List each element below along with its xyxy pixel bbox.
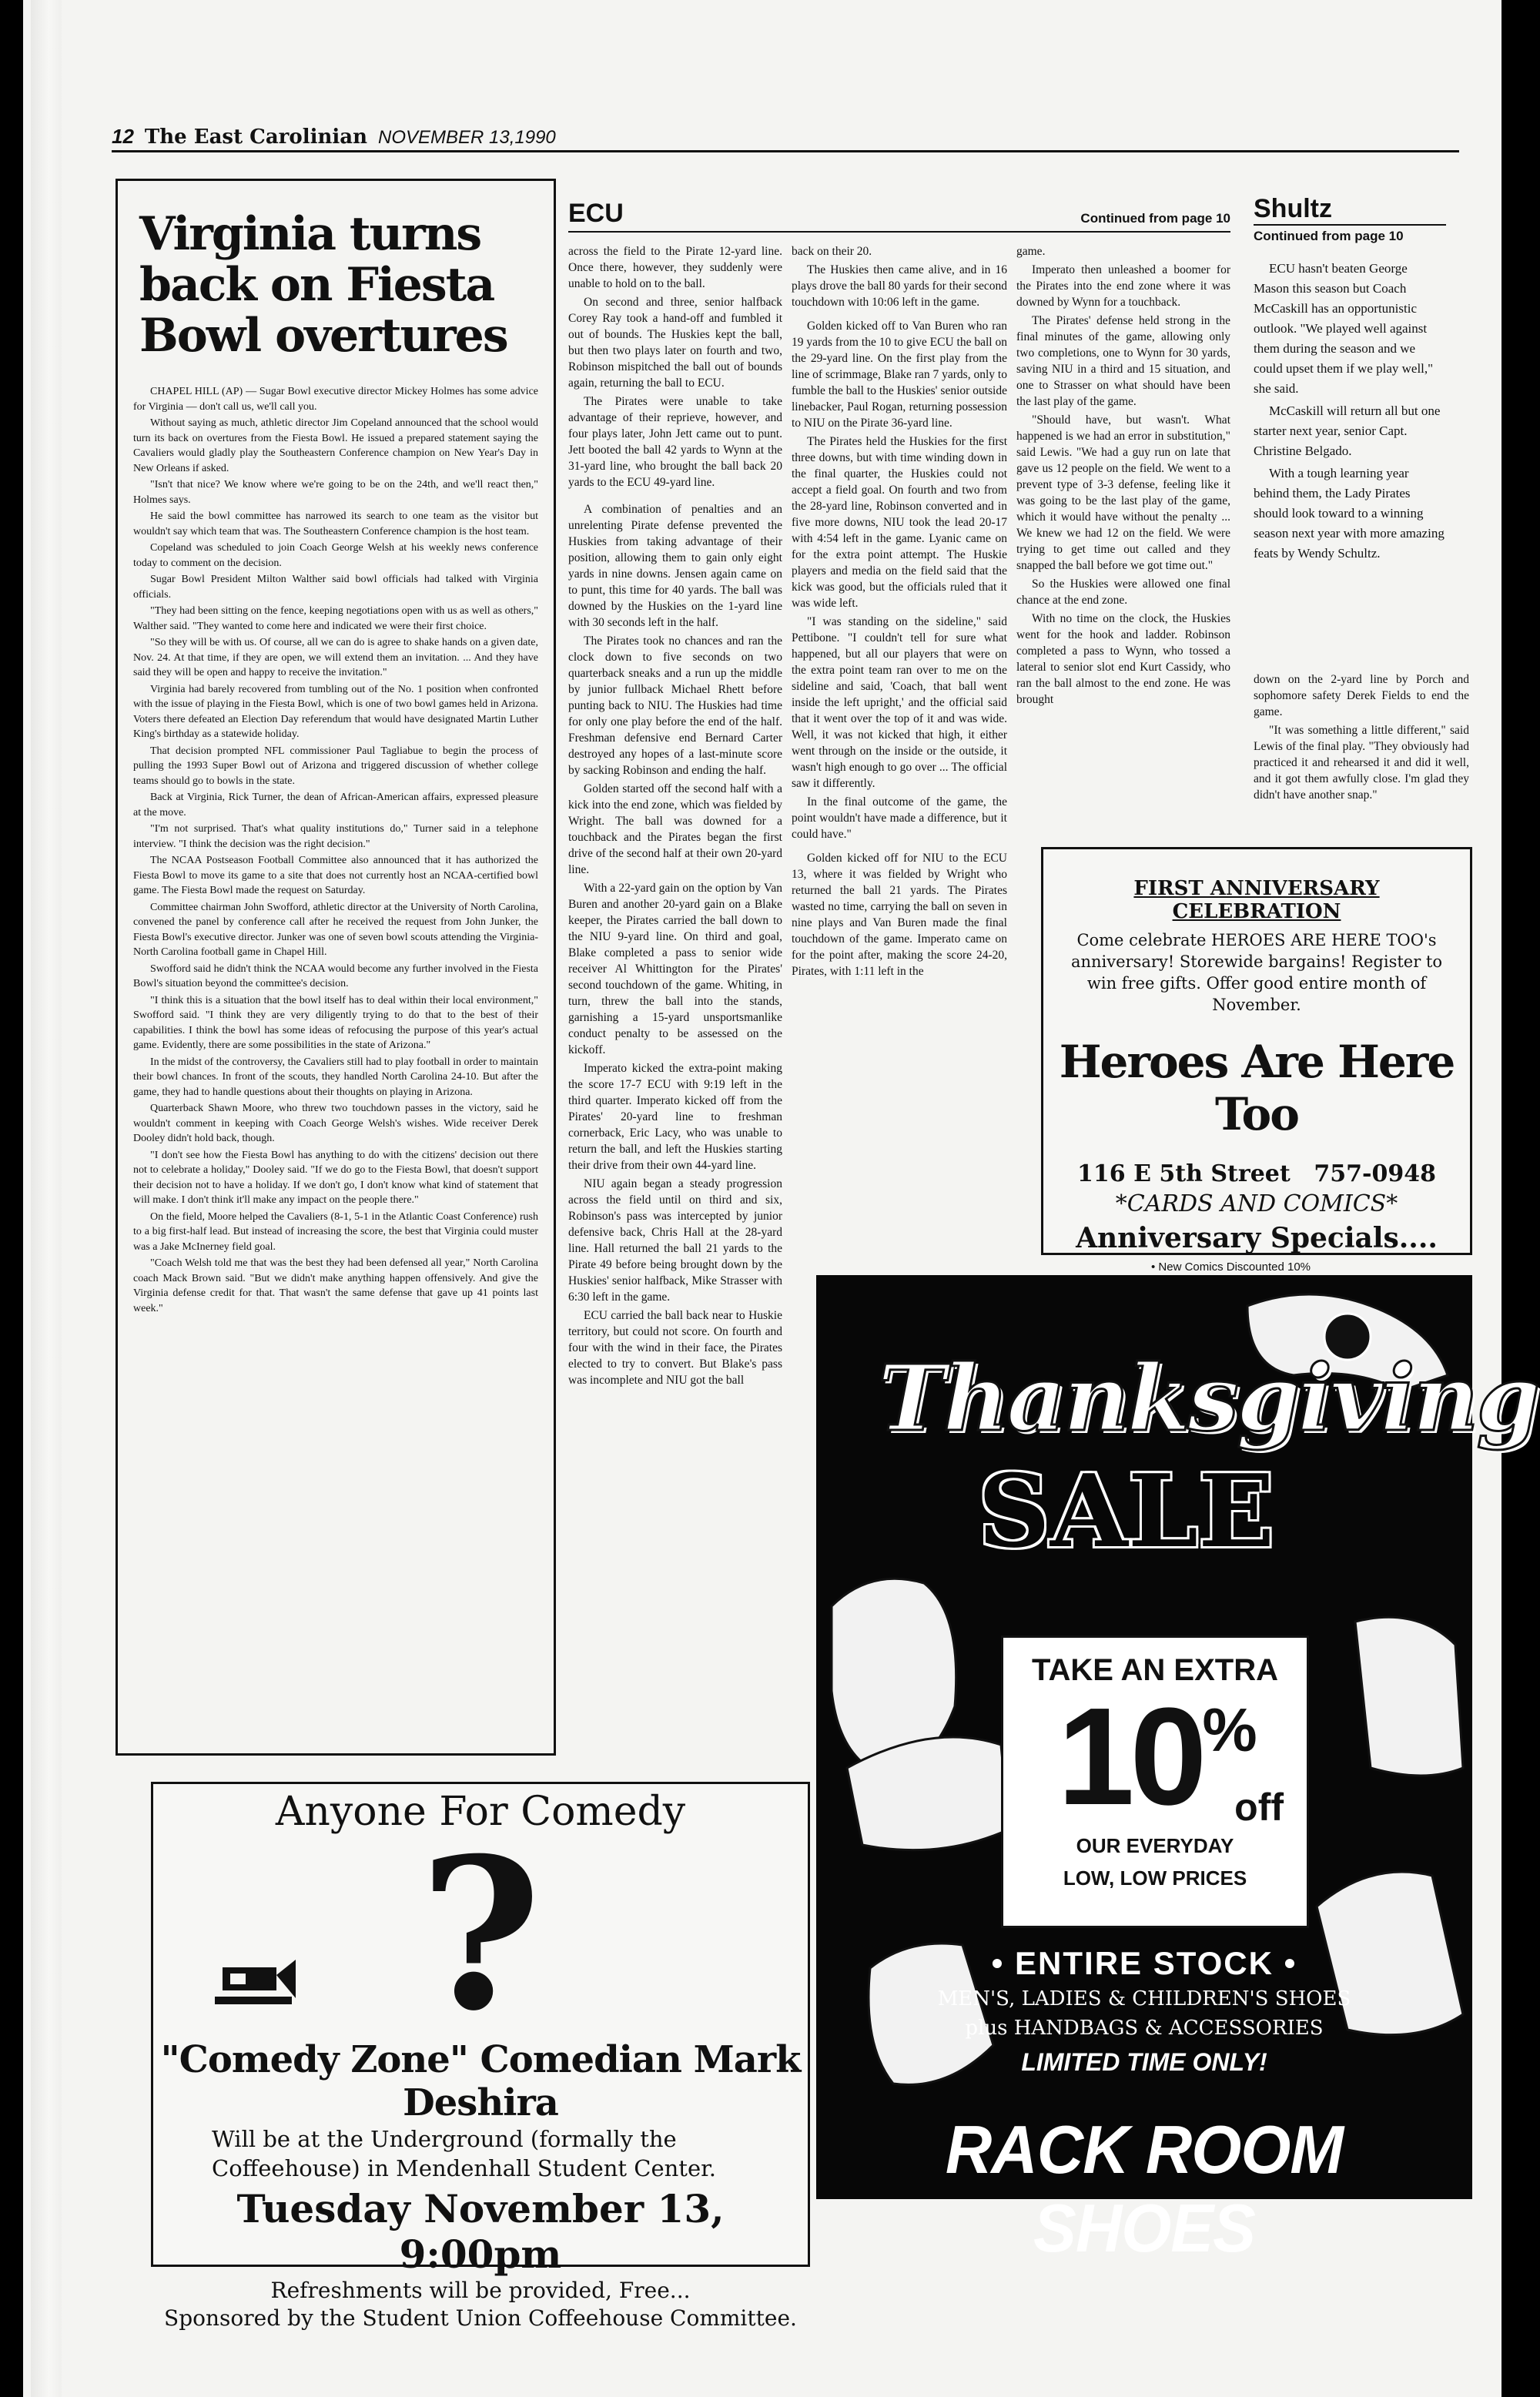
shultz-header — [1254, 194, 1446, 244]
paragraph: back on their 20. — [792, 245, 872, 258]
shultz-continued-line: Continued from page 10 — [1254, 229, 1404, 243]
paragraph: In the midst of the controversy, the Cavaliers still had to play football in order to maintain their bowl chances. In front of the scouts, they handled North Carolina 24-10. But after the game, they had to handle questions about their thoughts on playing in Arizona. — [133, 1056, 538, 1098]
heroes-ad — [1041, 847, 1472, 1274]
hightop-illustration — [1355, 1617, 1463, 1776]
paragraph: With a tough learning year behind them, the Lady Pirates should look toward to a winning season next year with more amazing feats by Wendy Schultz. — [1254, 466, 1445, 561]
comedy-ad — [151, 1782, 810, 2331]
comedy-refreshments: Refreshments will be provided, Free... — [270, 2278, 691, 2303]
fiesta-headline: Virginia turns back on Fiesta Bowl overtures — [139, 207, 507, 363]
comedy-date-time: Tuesday November 13, 9:00pm — [236, 2186, 725, 2277]
paragraph: Committee chairman John Swofford, athletic director at the University of North Carolina, convened the panel by conference call after he received the request from John Junker, the Fiesta Bowl's executive director. Junker was one of seven bowl scouts attending the Virginia-North Carolina football game in Chapel Hill. — [133, 901, 538, 958]
accessories-line: plus HANDBAGS & ACCESSORIES — [965, 2017, 1324, 2040]
paragraph: "So they will be with us. Of course, all we can do is agree to shake hands on a given date, Nov. 24. At that time, if they are open, we will extend them an invitation. ... And they have said they will be open and happy to receive the invitation." — [133, 637, 538, 678]
heroes-ad-heading: FIRST ANNIVERSARY CELEBRATION — [1133, 877, 1380, 923]
paragraph: He said the bowl committee has narrowed its search to one team as the visitor but wouldn't say which team that was. The Southeastern Conference champion is the host team. — [133, 511, 538, 537]
ecu-column-4 — [1254, 671, 1469, 841]
store-name: RACK ROOM SHOES — [945, 2111, 1344, 2266]
paragraph: NIU again began a steady progression across the field until on third and six, Robinson's pass was intercepted by junior defensive back, Chris Hall at the 28-yard line. Hall returned the ball 21 yards to the Pirate 49 before being brought down by the Huskies' senior halfback, Mike Strasser with 6:30 left in the game. — [568, 1177, 782, 1304]
heroes-logo: Heroes Are Here Too — [1059, 1036, 1455, 1140]
comedy-heading: Anyone For Comedy — [275, 1789, 686, 1835]
heroes-tagline: *CARDS AND COMICS* — [1115, 1190, 1398, 1217]
student-union-logo-icon — [215, 1952, 300, 2014]
paragraph: The Pirates were unable to take advantage of their reprieve, however, and four plays later, John Jett came out to punt. Jett booted the ball 42 yards to Wynn at the 31-yard line, who brought the ball back 20 yards to the ECU 49-yard line. — [568, 395, 782, 489]
sale-title: SALE — [978, 1452, 1275, 1570]
paragraph: Imperato kicked the extra-point making the score 17-7 ECU with 9:19 left in the third quarter. Imperato kicked off from the Pirates' 20-yard line to freshman cornerback, Eric Lacy, who was unable to return the ball, and left the Huskies starting their drive from their own 44-yard line. — [568, 1062, 782, 1172]
fiesta-body — [133, 384, 538, 1316]
entire-stock: • ENTIRE STOCK • — [991, 1945, 1297, 1981]
heroes-address: 116 E 5th Street — [1077, 1160, 1291, 1187]
paragraph: Imperato then unleashed a boomer for the Pirates into the end zone where it was downed by Wynn for a touchback. — [1016, 263, 1230, 309]
question-mark: ? — [419, 1812, 542, 2057]
paragraph: In the final outcome of the game, the point wouldn't have made a difference, but it could have." — [792, 795, 1007, 841]
paragraph: "They had been sitting on the fence, keeping negotiations open with us as well as others," Walther said. "They wanted to come here and indicated we were their first choice. — [133, 605, 538, 632]
paragraph: Golden kicked off to Van Buren who ran 19 yards from the 10 to give ECU the ball on the 29-yard line. On the first play from the line of scrimmage, Blake ran 7 yards, only to fumble the ball to the Huskies' senior outside linebacker, Paul Rogan, returning possession to NIU on the Pirate 36-yard line. — [792, 320, 1007, 430]
discount-prices: LOW, LOW PRICES — [1063, 1866, 1247, 1890]
limited-time: LIMITED TIME ONLY! — [1021, 2048, 1267, 2076]
discount-percent: 10% — [1057, 1679, 1253, 1834]
ecu-column-3 — [1016, 243, 1230, 836]
paragraph: Back at Virginia, Rick Turner, the dean of African-American affairs, expressed pleasure at the move. — [133, 792, 538, 819]
paragraph: McCaskill will return all but one starter next year, senior Capt. Christine Belgado. — [1254, 403, 1441, 458]
ecu-column-2 — [792, 243, 1007, 1067]
paragraph: Sugar Bowl President Milton Walther said bowl officials had talked with Virginia officials. — [133, 574, 538, 601]
paragraph: Copeland was scheduled to join Coach George Welsh at his weekly news conference today to comment on the decision. — [133, 542, 538, 569]
shultz-column — [1254, 259, 1446, 659]
paragraph: Without saying as much, athletic director Jim Copeland announced that the school would turn its back on overtures from the Fiesta Bowl. He issued a prepared statement saying the Cavaliers would gladly play the Southeastern Conference champion on New Year's Day in New Orleans if asked. — [133, 417, 538, 474]
ecu-kicker: ECU — [568, 199, 624, 228]
comedy-sponsor: Sponsored by the Student Union Coffeehouse Committee. — [164, 2305, 797, 2331]
paragraph: The Pirates held the Huskies for the first three downs, but with time winding down in the final quarter, the Huskies could not accept a field goal. On fourth and two from the 28-yard line, Robinson converted and in five more downs, NIU took the lead 20-17 with 4:54 left in the game. Lyanic came on for the extra point attempt. The Huskie players and media on the field said that the kick was good, but the officials ruled that it was wide left. — [792, 435, 1007, 610]
paragraph: "I'm not surprised. That's what quality institutions do," Turner said in a telephone interview. "I think the decision was the right decision." — [133, 823, 538, 850]
paragraph: Quarterback Shawn Moore, who threw two touchdown passes in the victory, said he wouldn't comment in keeping with Coach George Welsh's wishes. Wide receiver Derek Dooley didn't hold back, though. — [133, 1103, 538, 1144]
paragraph: With no time on the clock, the Huskies went for the hook and ladder. Robinson completed a pass to Wynn, who tossed a lateral to senior slot end Kurt Cassidy, who ran the ball almost to the end zone. He was brought — [1016, 612, 1230, 706]
paragraph: The Pirates' defense held strong in the final minutes of the game, allowing only two completions, one to Wynn for 30 yards, saving NIU in a third and 15 situation, and one to Strasser on what should have been the last play of the game. — [1016, 314, 1230, 408]
heroes-specials: Anniversary Specials.... — [1076, 1222, 1438, 1254]
paragraph: "Should have, but wasn't. What happened is we had an error in substitution," said Lewis. "We had a guy run on late that gave us 12 people on the field. We went to a prevent type of 3-3 defense, feeling like it was going to be the last play of the game, which it would have without the penalty ... We knew we had 12 on the field. We were trying to get time out called and they snapped the ball before we got time out." — [1016, 413, 1230, 572]
paragraph: across the field to the Pirate 12-yard line. Once there, however, they suddenly were unable to hold on to the ball. — [568, 245, 782, 290]
paragraph: The Pirates took no chances and ran the clock down to five seconds on two quarterback sneaks and a run up the middle by junior fullback Michael Rhett before punting back to NIU. The Huskies had time for only one play before the end of the half. Freshman defensive end Bernard Carter destroyed any hopes of a last-minute score by sacking Robinson and ending the half. — [568, 634, 782, 777]
heroes-phone: 757-0948 — [1314, 1160, 1436, 1187]
paragraph: "It was something a little different," said Lewis of the final play. "They obviously had practiced it and rehearsed it and did it well, and it got them awfully close. I'm glad they didn't have another snap." — [1254, 724, 1469, 802]
paragraph: "I was standing on the sideline," said Pettibone. "I couldn't tell for sure what happened, but all our players that were on the extra point team ran over to me on the sideline and said, 'Coach, that ball went inside the left upright,' and the official said that it went over the top of it and was wide. Well, it was not kicked that high, it either went through on the inside or the outside, it wasn't high enough to go over ... The official saw it differently. — [792, 615, 1007, 790]
page-fold — [31, 0, 62, 2397]
paragraph: Golden started off the second half with a kick into the end zone, which was fielded by Wright. The ball was downed for a touchback and the Pirates began the first drive of the second half at their own 20-yard line. — [568, 782, 782, 876]
paragraph: ECU carried the ball back near to Huskie territory, but could not score. On fourth and four with the wind in their face, the Pirates elected to try to convert. But Blake's pass was incomplete and NIU got the ball — [568, 1309, 782, 1387]
paragraph: ECU hasn't beaten George Mason this season but Coach McCaskill has an opportunistic outlook. "We played well against them during the season and we could upset them if we play well," she said. — [1254, 261, 1434, 396]
rack-room-shoes-ad — [816, 1275, 1538, 2266]
thanksgiving-title: Thanksgiving — [878, 1344, 1538, 1451]
paragraph: The NCAA Postseason Football Committee also announced that it has authorized the Fiesta Bowl to move its game to a site that does not currently host an NCAA-certified bowl game. The Fiesta Bowl made the request on Saturday. — [133, 855, 538, 896]
ecu-column-1 — [568, 243, 782, 1776]
discount-off: off — [1234, 1786, 1284, 1829]
shoes-categories: MEN'S, LADIES & CHILDREN'S SHOES — [937, 1987, 1351, 2010]
issue-date: NOVEMBER 13,1990 — [378, 127, 556, 148]
heroes-contact — [1077, 1160, 1436, 1187]
paragraph: That decision prompted NFL commissioner Paul Tagliabue to begin the process of pulling the 1993 Super Bowl out of Arizona and triggered discussion of whether college teams should go to bowls in the state. — [133, 745, 538, 787]
paragraph: CHAPEL HILL (AP) — Sugar Bowl executive director Mickey Holmes has some advice for Virginia — don't call us, we'll call you. — [133, 386, 538, 413]
paper-name: The East Carolinian — [144, 126, 367, 149]
paragraph: "Isn't that nice? We know where we're going to be on the 24th, and we'll react then," Holmes says. — [133, 479, 538, 506]
discount-everyday: OUR EVERYDAY — [1076, 1834, 1234, 1857]
shultz-kicker: Shultz — [1254, 194, 1446, 226]
paragraph: game. — [1016, 245, 1046, 258]
paragraph: Golden kicked off for NIU to the ECU 13, where it was fielded by Wright who returned the ball 21 yards. The Pirates wasted no time, carrying the ball on seven in nine plays and Van Buren made the final touchdown of the game. Imperato came on for the point after, making the score 24-20, Pirates, with 1:11 left in the — [792, 852, 1007, 978]
paragraph: Virginia had barely recovered from tumbling out of the No. 1 position when confronted with the issue of playing in the Fiesta Bowl, which is one of two bowl games held in Arizona. Voters there defeated an Election Day referendum that would have designated Martin Luther King's birthday as a statewide holiday. — [133, 683, 538, 740]
paragraph: So the Huskies were allowed one final chance at the end zone. — [1016, 577, 1230, 607]
paragraph: The Huskies then came alive, and in 16 plays drove the ball 80 yards for their second touchdown with 10:06 left in the game. — [792, 263, 1007, 309]
discount-box — [1001, 1635, 1309, 1928]
paragraph: On second and three, senior halfback Corey Ray took a hand-off and fumbled it out of bounds. The Huskies kept the ball, but then two plays later on fourth and two, Robinson mispitched the ball out of bounds again, returning the ball to ECU. — [568, 296, 782, 390]
discount-lead: TAKE AN EXTRA — [1032, 1653, 1278, 1687]
paragraph: A combination of penalties and an unrelenting Pirate defense prevented the Huskies from taking advantage of their position, allowing them to gain only eight yards in nine downs. Jensen again came on to punt, this time for 40 yards. The ball was downed by the Huskies on the 1-yard line with 30 seconds left in the half. — [568, 503, 782, 629]
paragraph: Swofford said he didn't think the NCAA would become any further involved in the Fiesta Bowl's situation beyond the committee's decision. — [133, 962, 538, 989]
paragraph: On the field, Moore helped the Cavaliers (8-1, 5-1 in the Atlantic Coast Conference) rush to a big first-half lead. But instead of increasing the score, the best that Virginia could muster was a Jake McInerney field goal. — [133, 1210, 538, 1253]
comedian-line: "Comedy Zone" Comedian Mark Deshira — [160, 2038, 801, 2124]
ecu-continued-line: Continued from page 10 — [1080, 211, 1230, 226]
list-item: • New Comics Discounted 10% — [1151, 1260, 1311, 1274]
masthead — [112, 125, 1459, 152]
paragraph: down on the 2-yard line by Porch and sophomore safety Derek Fields to end the game. — [1254, 673, 1469, 718]
paragraph: With a 22-yard gain on the option by Van Buren and another 20-yard gain on a Blake keeper, the Pirates carried the ball down to the NIU 9-yard line. On third and goal, Blake completed a pass to senior wide receiver Al Whittington for the Pirates' second touchdown of the game. Whiting, in turn, threw the ball into the stands, garnishing a 15-yard unsportsmanlike conduct penalty to be assessed on the kickoff. — [568, 882, 782, 1056]
paragraph: "I think this is a situation that the bowl itself has to deal within their local environment," Swofford said. "I think they are very diligently trying to do that to the best of their capabilities. I think the bowl has some ideas of refocusing the purpose of this year's actual game. Evidently, there are some possibilities in the state of Arizona." — [133, 994, 538, 1051]
fiesta-bowl-story — [116, 179, 556, 1756]
ecu-story-header — [568, 199, 1230, 233]
page-number: 12 — [112, 125, 134, 148]
heroes-ad-intro: Come celebrate HEROES ARE HERE TOO's anniversary! Storewide bargains! Register to win free gifts. Offer good entire month of November. — [1070, 931, 1443, 1014]
comedy-location: Will be at the Underground (formally the Coffeehouse) in Mendenhall Student Center. — [212, 2126, 717, 2181]
shoes-ad-lines — [816, 1945, 1472, 2077]
paragraph: "Coach Welsh told me that was the best they had been defensed all year," North Carolina coach Mack Brown said. "But we didn't make anything happen offensively. And give the Virginia defense credit for that. That wasn't the same defense that gave up 41 points last week." — [133, 1257, 538, 1314]
paragraph: "I don't see how the Fiesta Bowl has anything to do with the citizens' decision out there not to celebrate a holiday," Dooley said. "If we do go to the Fiesta Bowl, that doesn't support their decision not to have a holiday. If we don't go, I don't know what kind of statement that will make. I don't think it'll make any impact on the people there." — [133, 1149, 538, 1206]
